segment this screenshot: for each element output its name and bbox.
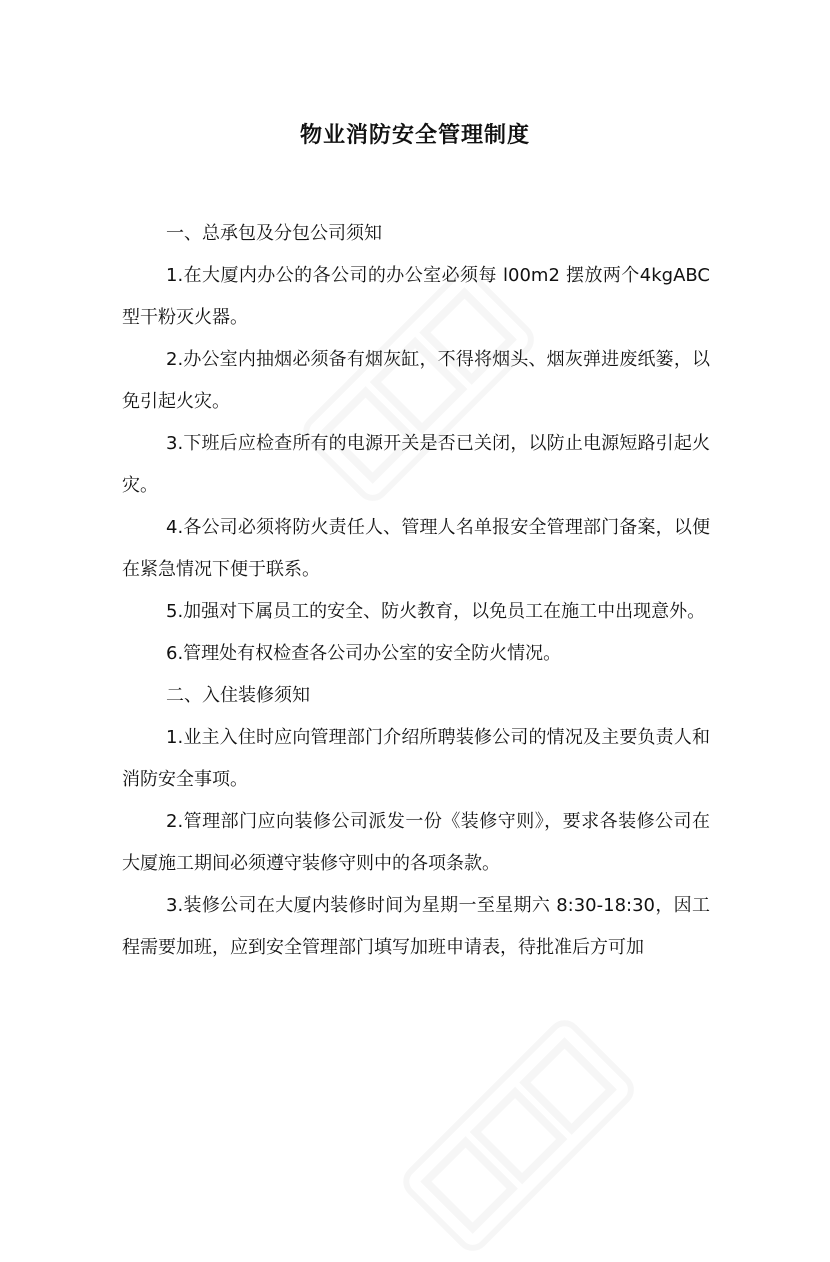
paragraph: 3.装修公司在大厦内装修时间为星期一至星期六 8:30-18:30，因工程需要加班，应到安全管理部门填写加班申请表，待批准后方可加	[122, 895, 710, 958]
paragraph: 2.办公室内抽烟必须备有烟灰缸，不得将烟头、烟灰弹进废纸篓，以免引起火灾。	[122, 349, 710, 412]
watermark-logo	[395, 1012, 645, 1262]
paragraph: 3.下班后应检查所有的电源开关是否已关闭，以防止电源短路引起火灾。	[122, 433, 710, 496]
paragraph: 1.在大厦内办公的各公司的办公室必须每 l00m2 摆放两个4kgABC 型干粉灭火器。	[122, 265, 710, 328]
section-heading: 一、总承包及分包公司须知	[166, 223, 382, 244]
paragraph: 1.业主入住时应向管理部门介绍所聘装修公司的情况及主要负责人和消防安全事项。	[122, 727, 710, 790]
page-title: 物业消防安全管理制度	[299, 123, 530, 148]
paragraph: 6.管理处有权检查各公司办公室的安全防火情况。	[166, 643, 562, 664]
section-heading: 二、入住装修须知	[166, 685, 310, 706]
paragraph: 4.各公司必须将防火责任人、管理人名单报安全管理部门备案，以便在紧急情况下便于联系。	[122, 517, 710, 580]
paragraph: 5.加强对下属员工的安全、防火教育，以免员工在施工中出现意外。	[166, 601, 706, 622]
document-body	[122, 213, 710, 969]
paragraph: 2.管理部门应向装修公司派发一份《装修守则》，要求各装修公司在大厦施工期间必须遵守装修守则中的各项条款。	[122, 811, 710, 874]
